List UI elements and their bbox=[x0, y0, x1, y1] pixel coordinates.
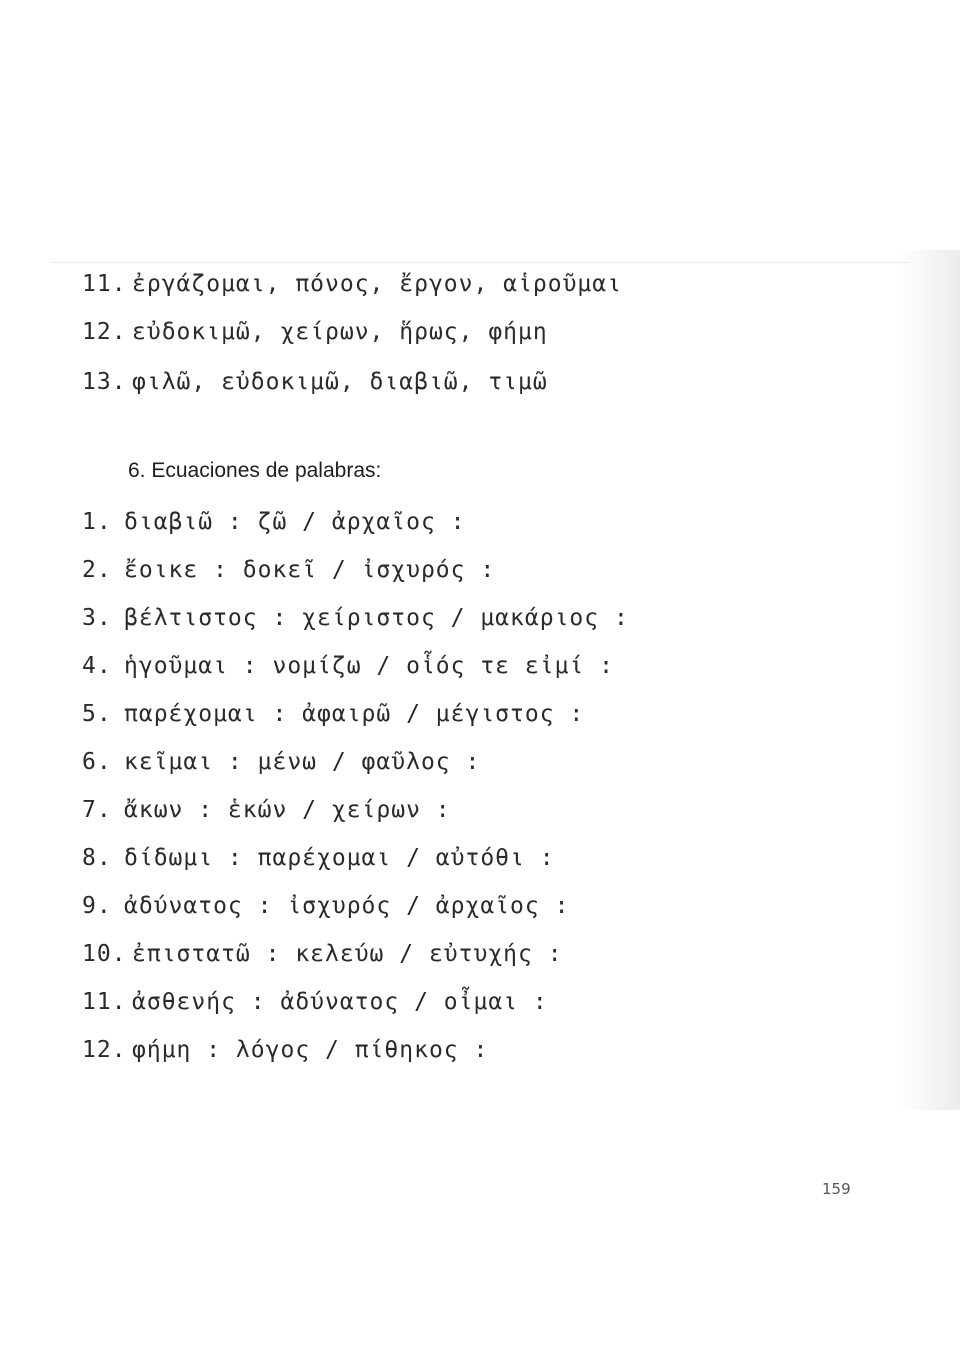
line-text: βέλτιστος : χείριστος / μακάριος : bbox=[124, 605, 629, 631]
line-number: 13. bbox=[82, 369, 127, 395]
line-text: φιλῶ, εὐδοκιμῶ, διαβιῶ, τιμῶ bbox=[132, 369, 548, 395]
line-text: ἡγοῦμαι : νομίζω / οἷός τε εἰμί : bbox=[124, 653, 614, 679]
line-text: ἔοικε : δοκεῖ / ἰσχυρός : bbox=[124, 557, 496, 583]
line-number: 4. bbox=[82, 653, 112, 679]
equation-line bbox=[82, 892, 569, 920]
line-number: 8. bbox=[82, 845, 112, 871]
line-number: 11. bbox=[82, 989, 127, 1015]
equation-line bbox=[82, 556, 495, 584]
line-text: κεῖμαι : μένω / φαῦλος : bbox=[124, 749, 481, 775]
line-text: ἄκων : ἑκών / χείρων : bbox=[124, 797, 451, 823]
equation-line bbox=[82, 700, 584, 728]
line-number: 10. bbox=[82, 941, 127, 967]
equation-line bbox=[82, 1036, 488, 1064]
line-number: 9. bbox=[82, 893, 112, 919]
line-text: παρέχομαι : ἀφαιρῶ / μέγιστος : bbox=[124, 701, 585, 727]
line-text: ἀδύνατος : ἰσχυρός / ἀρχαῖος : bbox=[124, 893, 570, 919]
equation-line bbox=[82, 844, 555, 872]
equation-line bbox=[82, 652, 614, 680]
equation-line bbox=[82, 796, 451, 824]
line-number: 3. bbox=[82, 605, 112, 631]
line-number: 5. bbox=[82, 701, 112, 727]
line-number: 1. bbox=[82, 509, 112, 535]
vocab-line bbox=[82, 318, 548, 346]
line-number: 12. bbox=[82, 1037, 127, 1063]
equation-line bbox=[82, 508, 466, 536]
line-text: ἀσθενής : ἀδύνατος / οἶμαι : bbox=[132, 989, 548, 1015]
line-text: δίδωμι : παρέχομαι / αὐτόθι : bbox=[124, 845, 555, 871]
line-text: φήμη : λόγος / πίθηκος : bbox=[132, 1037, 489, 1063]
line-number: 7. bbox=[82, 797, 112, 823]
equation-line bbox=[82, 940, 563, 968]
vocab-line bbox=[82, 368, 548, 396]
line-text: ἐπιστατῶ : κελεύω / εὐτυχής : bbox=[132, 941, 563, 967]
equation-line bbox=[82, 988, 548, 1016]
line-text: ἐργάζομαι, πόνος, ἔργον, αἱροῦμαι bbox=[132, 271, 622, 297]
line-text: διαβιῶ : ζῶ / ἀρχαῖος : bbox=[124, 509, 466, 535]
line-number: 2. bbox=[82, 557, 112, 583]
section-heading: 6. Ecuaciones de palabras: bbox=[128, 459, 382, 482]
equation-line bbox=[82, 604, 629, 632]
facing-page-bleed-line bbox=[50, 262, 910, 263]
equation-line bbox=[82, 748, 480, 776]
line-number: 11. bbox=[82, 271, 127, 297]
line-number: 6. bbox=[82, 749, 112, 775]
facing-page-shadow bbox=[900, 250, 960, 1110]
line-text: εὐδοκιμῶ, χείρων, ἥρως, φήμη bbox=[132, 319, 548, 345]
page-number: 159 bbox=[822, 1180, 851, 1198]
vocab-line bbox=[82, 270, 622, 298]
line-number: 12. bbox=[82, 319, 127, 345]
